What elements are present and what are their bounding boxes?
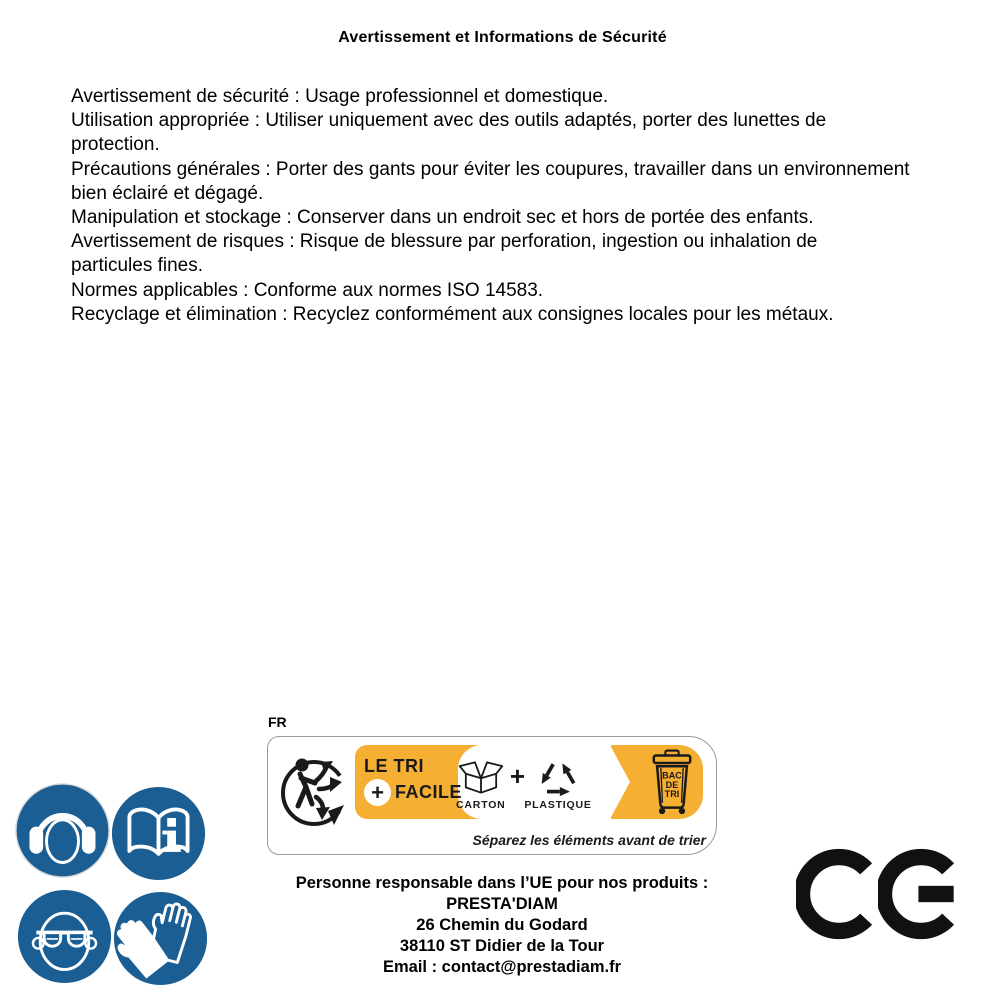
materials-plus-sign: + bbox=[509, 760, 525, 791]
tri-facile-banner bbox=[355, 745, 703, 819]
safety-text-block bbox=[71, 85, 971, 327]
triman-logo-icon bbox=[278, 748, 350, 836]
plus-circle-icon: + bbox=[364, 779, 391, 806]
safety-line: particules fines. bbox=[71, 255, 204, 277]
plastique-label: PLASTIQUE bbox=[524, 798, 592, 811]
safety-line: Précautions générales : Porter des gants pour éviter les coupures, travailler dans un environnement bbox=[71, 158, 910, 180]
safety-line: Recyclage et élimination : Recyclez conformément aux consignes locales pour les métaux. bbox=[71, 303, 834, 325]
svg-text:DE: DE bbox=[665, 779, 679, 790]
wear-ear-protection-icon bbox=[14, 782, 111, 879]
company-name: PRESTA'DIAM bbox=[446, 895, 558, 913]
wear-protective-gloves-icon bbox=[112, 890, 209, 987]
svg-text:BAC: BAC bbox=[662, 770, 682, 781]
recycling-arrows-icon bbox=[535, 754, 581, 798]
bubble-arrow-tip bbox=[610, 745, 630, 819]
safety-line: Normes applicables : Conforme aux normes ISO 14583. bbox=[71, 279, 544, 301]
safety-line: Avertissement de risques : Risque de blessure par perforation, ingestion ou inhalation de bbox=[71, 231, 818, 253]
sorting-instruction: Séparez les éléments avant de trier bbox=[472, 832, 706, 848]
mandatory-icons-grid bbox=[14, 782, 214, 990]
safety-line: Avertissement de sécurité : Usage professionnel et domestique. bbox=[71, 86, 609, 107]
address-line: 26 Chemin du Godard bbox=[416, 916, 588, 934]
svg-text:TRI: TRI bbox=[664, 788, 680, 799]
safety-line: bien éclairé et dégagé. bbox=[71, 182, 264, 204]
facile-label: FACILE bbox=[395, 782, 463, 802]
responsible-block bbox=[252, 873, 752, 978]
safety-line: Manipulation et stockage : Conserver dans un endroit sec et hors de portée des enfants. bbox=[71, 207, 814, 229]
ce-marking-icon bbox=[796, 844, 968, 944]
safety-line: protection. bbox=[71, 134, 160, 156]
recycling-label-box bbox=[267, 736, 717, 855]
sorting-bin-icon bbox=[648, 748, 696, 816]
carton-label: CARTON bbox=[456, 798, 506, 811]
address-line: 38110 ST Didier de la Tour bbox=[399, 937, 605, 955]
wear-eye-protection-icon bbox=[16, 888, 113, 985]
plastique-material bbox=[524, 754, 592, 811]
country-code-label: FR bbox=[268, 714, 287, 730]
le-tri-label: LE TRI bbox=[364, 756, 424, 776]
email-line: Email : contact@prestadiam.fr bbox=[383, 958, 621, 976]
materials-bubble bbox=[458, 745, 611, 819]
safety-line: Utilisation appropriée : Utiliser uniquement avec des outils adaptés, porter des lunettes de bbox=[71, 110, 827, 132]
read-instruction-manual-icon bbox=[110, 785, 207, 882]
responsible-line: Personne responsable dans l’UE pour nos produits : bbox=[295, 874, 709, 892]
tri-facile-text bbox=[355, 745, 463, 819]
page-title: Avertissement et Informations de Sécurité bbox=[338, 29, 667, 46]
